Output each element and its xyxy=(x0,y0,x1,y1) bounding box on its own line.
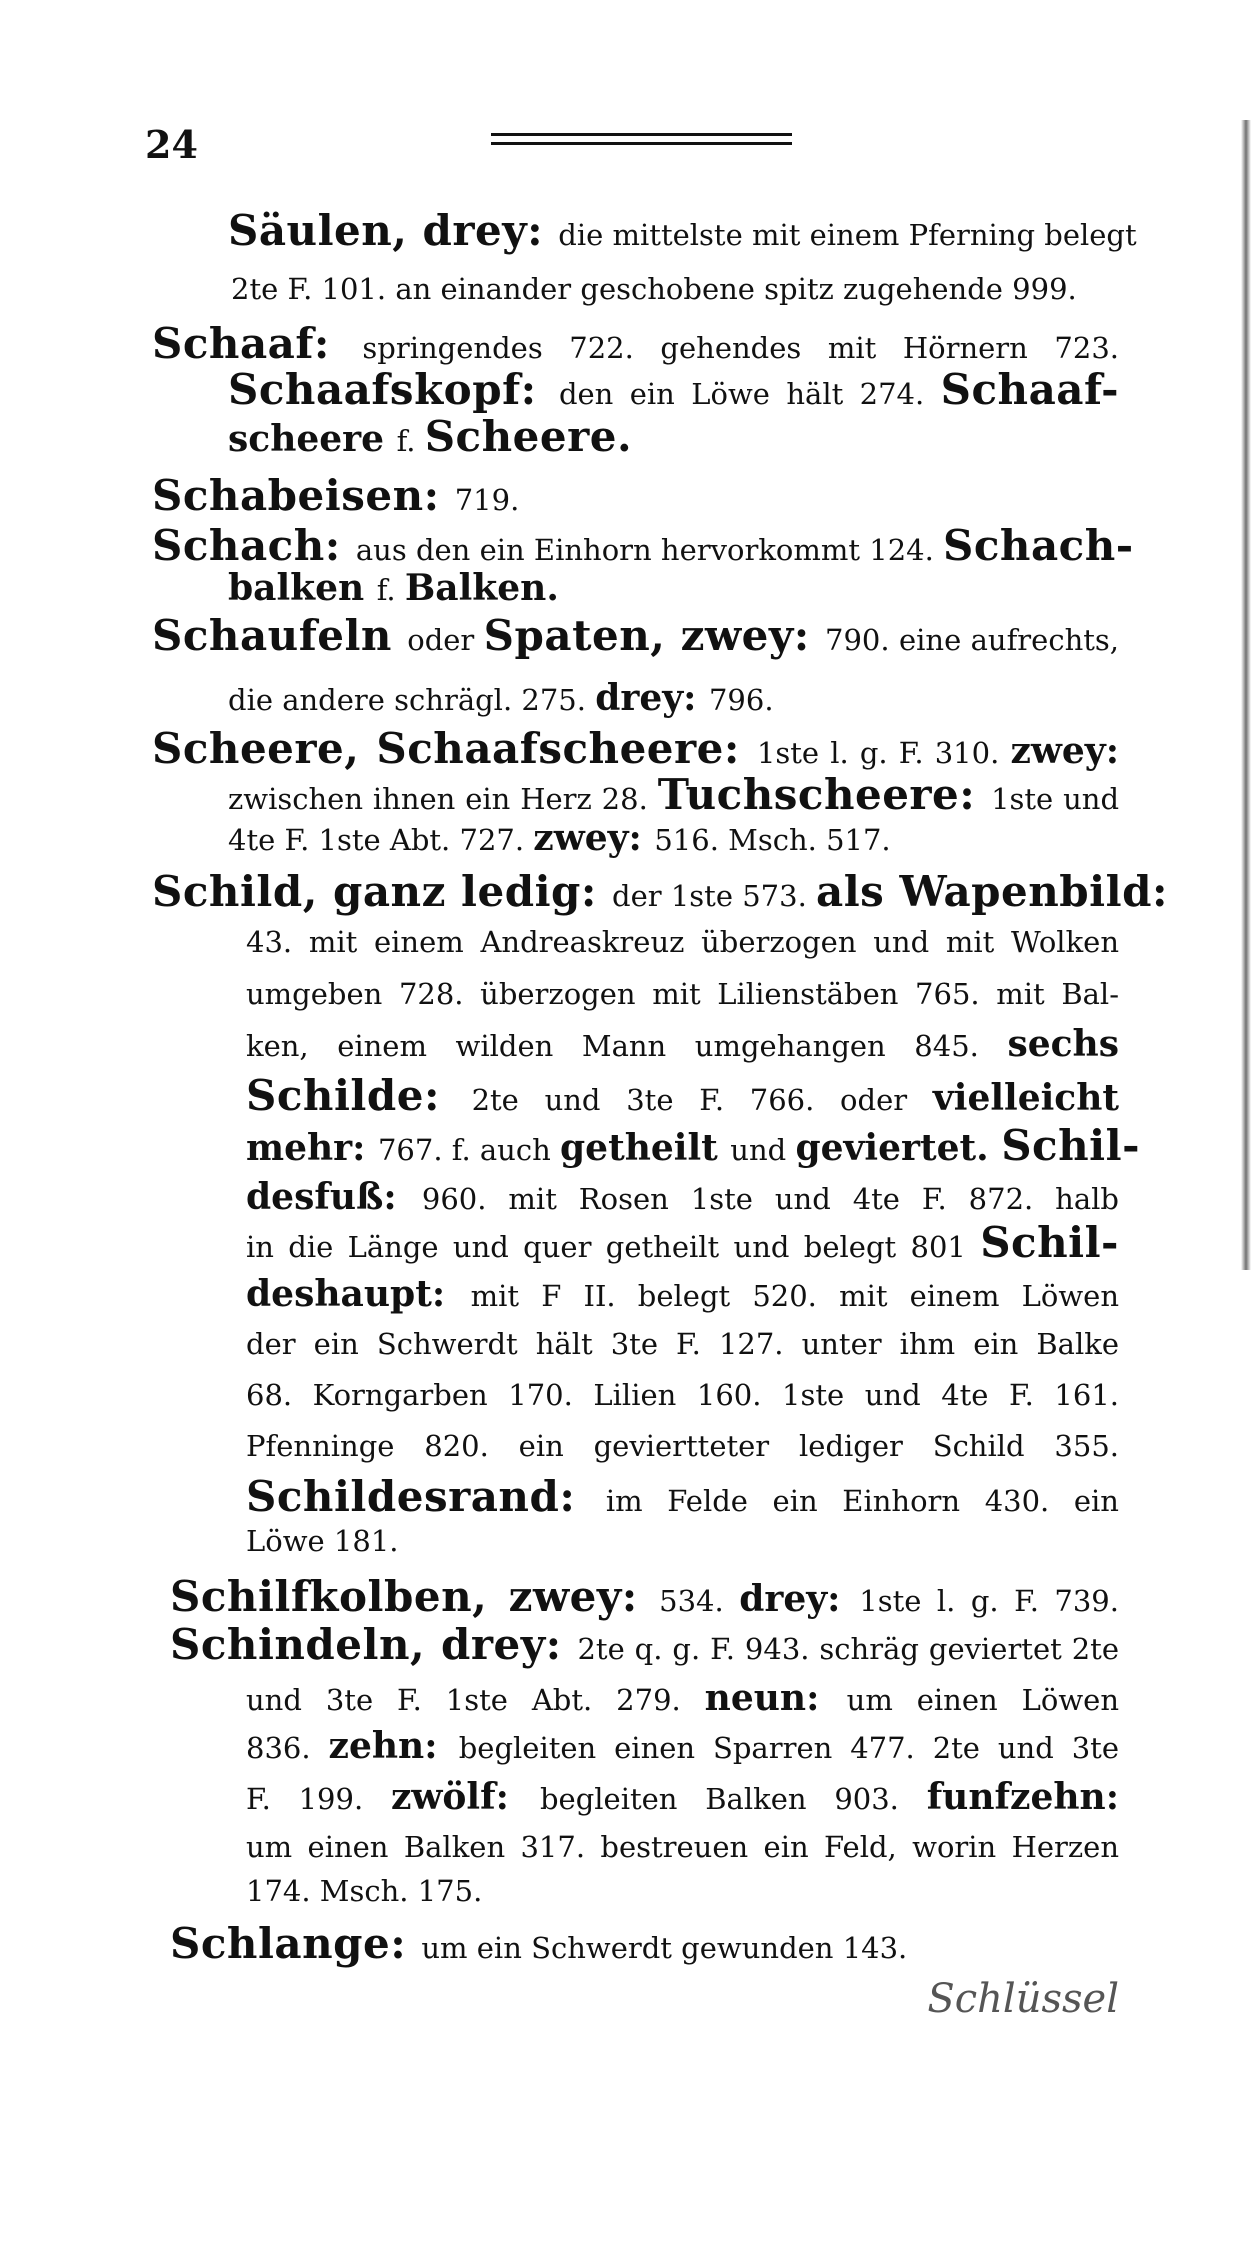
entry-text: 767. f. auch xyxy=(377,1133,560,1167)
entry-text: in die Länge und quer getheilt und belegt 801 xyxy=(246,1230,981,1264)
entry-text: 796. xyxy=(708,683,774,717)
entry-text: aus den ein Einhorn hervorkommt 124. xyxy=(355,533,944,567)
text-line xyxy=(246,1866,1119,1916)
catchword: Schlüssel xyxy=(927,1976,1119,2022)
text-line xyxy=(246,1516,1119,1566)
entry-text: f. xyxy=(396,424,425,458)
header-rule xyxy=(491,142,792,145)
subheading: zehn: xyxy=(328,1725,459,1767)
entry-text: 1ste l. g. F. 310. xyxy=(756,736,1011,770)
text-line xyxy=(246,1269,1119,1319)
subheading: getheilt xyxy=(560,1127,731,1169)
header-rule xyxy=(491,133,792,136)
entry-text: oder xyxy=(407,623,484,657)
text-line xyxy=(246,969,1119,1019)
text-line xyxy=(228,563,1119,613)
entry-text: f. xyxy=(376,573,405,607)
entry-text: 174. Msch. 175. xyxy=(246,1874,483,1908)
entry-text: 2te q. g. F. 943. schräg geviertet 2te xyxy=(577,1632,1119,1666)
text-line xyxy=(246,1472,1119,1522)
entry-text: begleiten Balken 903. xyxy=(539,1782,927,1816)
page-number: 24 xyxy=(145,122,198,167)
entry-text: ken, einem wilden Mann umgehangen 845. xyxy=(246,1029,1008,1063)
entry-text: 1ste und xyxy=(991,782,1120,816)
text-line xyxy=(152,471,1119,521)
entry-text: 960. mit Rosen 1ste und 4te F. 872. halb xyxy=(421,1182,1119,1216)
text-line xyxy=(246,1421,1119,1471)
text-line xyxy=(231,264,1119,314)
subheading: scheere xyxy=(228,418,397,460)
entry-text: die andere schrägl. 275. xyxy=(228,683,596,717)
entry-text: Löwe 181. xyxy=(246,1524,399,1558)
text-line xyxy=(246,1172,1119,1222)
headword: Schil- xyxy=(980,1218,1119,1267)
headword: Säulen, drey: xyxy=(228,206,559,255)
entry-text: und 3te F. 1ste Abt. 279. xyxy=(246,1683,705,1717)
entry-text: 534. xyxy=(659,1584,740,1618)
text-line xyxy=(170,1919,1119,1969)
entry-text: um einen Löwen xyxy=(846,1683,1120,1717)
text-line xyxy=(246,1218,1119,1268)
headword: Scheere, Schaafscheere: xyxy=(152,724,757,773)
text-line xyxy=(246,1721,1119,1771)
text-line xyxy=(170,1620,1119,1670)
subheading: sechs xyxy=(1007,1023,1119,1065)
entry-text: und xyxy=(730,1133,796,1167)
headword: Schindeln, drey: xyxy=(170,1620,578,1669)
subheading: deshaupt: xyxy=(246,1273,471,1315)
subheading: Balken. xyxy=(404,567,559,609)
text-line xyxy=(246,1071,1119,1121)
headword: Tuchscheere: xyxy=(657,770,992,819)
subheading: drey: xyxy=(595,677,709,719)
subheading: geviertet. xyxy=(795,1127,1002,1169)
subheading: mehr: xyxy=(246,1127,378,1169)
subheading: zwölf: xyxy=(390,1776,540,1818)
entry-text: zwischen ihnen ein Herz 28. xyxy=(228,782,658,816)
entry-text: Pfenninge 820. ein geviertteter lediger Schild 355. xyxy=(246,1429,1119,1463)
headword: Schildesrand: xyxy=(246,1472,606,1521)
headword: Schil- xyxy=(1001,1121,1141,1170)
entry-text: 4te F. 1ste Abt. 727. xyxy=(228,823,534,857)
entry-text: 2te F. 101. an einander geschobene spitz zugehende 999. xyxy=(231,272,1077,306)
text-line xyxy=(246,1019,1119,1069)
text-line xyxy=(152,867,1168,917)
entry-text: der 1ste 573. xyxy=(612,879,817,913)
text-line xyxy=(228,365,1119,415)
subheading: drey: xyxy=(739,1578,860,1620)
entry-text: 516. Msch. 517. xyxy=(654,823,891,857)
entry-text: den ein Löwe hält 274. xyxy=(558,377,941,411)
entry-text: um einen Balken 317. bestreuen ein Feld, worin Herzen xyxy=(246,1830,1119,1864)
entry-text: F. 199. xyxy=(246,1782,391,1816)
headword: Schlange: xyxy=(170,1919,422,1968)
text-line xyxy=(246,1772,1119,1822)
entry-text: begleiten einen Sparren 477. 2te und 3te xyxy=(458,1731,1119,1765)
headword: Schilde: xyxy=(246,1071,472,1120)
headword: Schilfkolben, zwey: xyxy=(170,1572,660,1621)
headword: Schaafskopf: xyxy=(228,365,559,414)
entry-text: 1ste l. g. F. 739. xyxy=(859,1584,1119,1618)
subheading: desfuß: xyxy=(246,1176,422,1218)
text-line xyxy=(246,1673,1119,1723)
headword: Schach: xyxy=(152,521,356,570)
headword: Schach- xyxy=(943,521,1134,570)
headword: Schaufeln xyxy=(152,611,408,660)
text-line xyxy=(228,813,1119,863)
text-line xyxy=(246,1121,1141,1171)
subheading: neun: xyxy=(704,1677,847,1719)
entry-text: der ein Schwerdt hält 3te F. 127. unter ihm ein Balke xyxy=(246,1327,1119,1361)
text-line xyxy=(228,673,1119,723)
entry-text: 719. xyxy=(454,483,520,517)
entry-text: umgeben 728. überzogen mit Lilienstäben 765. mit Bal- xyxy=(246,977,1119,1011)
text-line xyxy=(152,724,1119,774)
text-line xyxy=(152,319,1119,369)
subheading: zwey: xyxy=(1010,730,1119,772)
text-line xyxy=(246,917,1119,967)
headword: Schaaf- xyxy=(940,365,1119,414)
headword: als Wapenbild: xyxy=(816,867,1168,916)
text-line xyxy=(246,1319,1119,1369)
entry-text: 790. eine aufrechts, xyxy=(825,623,1119,657)
entry-text: springendes 722. gehendes mit Hörnern 723. xyxy=(362,331,1119,365)
subheading: funfzehn: xyxy=(926,1776,1119,1818)
entry-text: 836. xyxy=(246,1731,329,1765)
headword: Schabeisen: xyxy=(152,471,455,520)
entry-text: 2te und 3te F. 766. oder xyxy=(471,1083,933,1117)
headword: Spaten, zwey: xyxy=(483,611,826,660)
text-line xyxy=(170,1572,1119,1622)
text-line xyxy=(228,412,1119,462)
entry-text: um ein Schwerdt gewunden 143. xyxy=(421,1931,908,1965)
headword: Scheere. xyxy=(424,412,633,461)
text-line xyxy=(228,206,1137,256)
entry-text: 68. Korngarben 170. Lilien 160. 1ste und 4te F. 161. xyxy=(246,1378,1119,1412)
subheading: vielleicht xyxy=(932,1077,1119,1119)
headword: Schaaf: xyxy=(152,319,363,368)
entry-text: im Felde ein Einhorn 430. ein xyxy=(605,1484,1119,1518)
entry-text: die mittelste mit einem Pferning belegt xyxy=(558,218,1137,252)
text-line xyxy=(152,611,1119,661)
text-line xyxy=(246,1370,1119,1420)
headword: Schild, ganz ledig: xyxy=(152,867,613,916)
text-line xyxy=(246,1822,1119,1872)
subheading: balken xyxy=(228,567,377,609)
page-edge-shadow xyxy=(1241,120,1251,1270)
entry-text: 43. mit einem Andreaskreuz überzogen und mit Wolken xyxy=(246,925,1119,959)
subheading: zwey: xyxy=(533,817,655,859)
entry-text: mit F II. belegt 520. mit einem Löwen xyxy=(470,1279,1119,1313)
